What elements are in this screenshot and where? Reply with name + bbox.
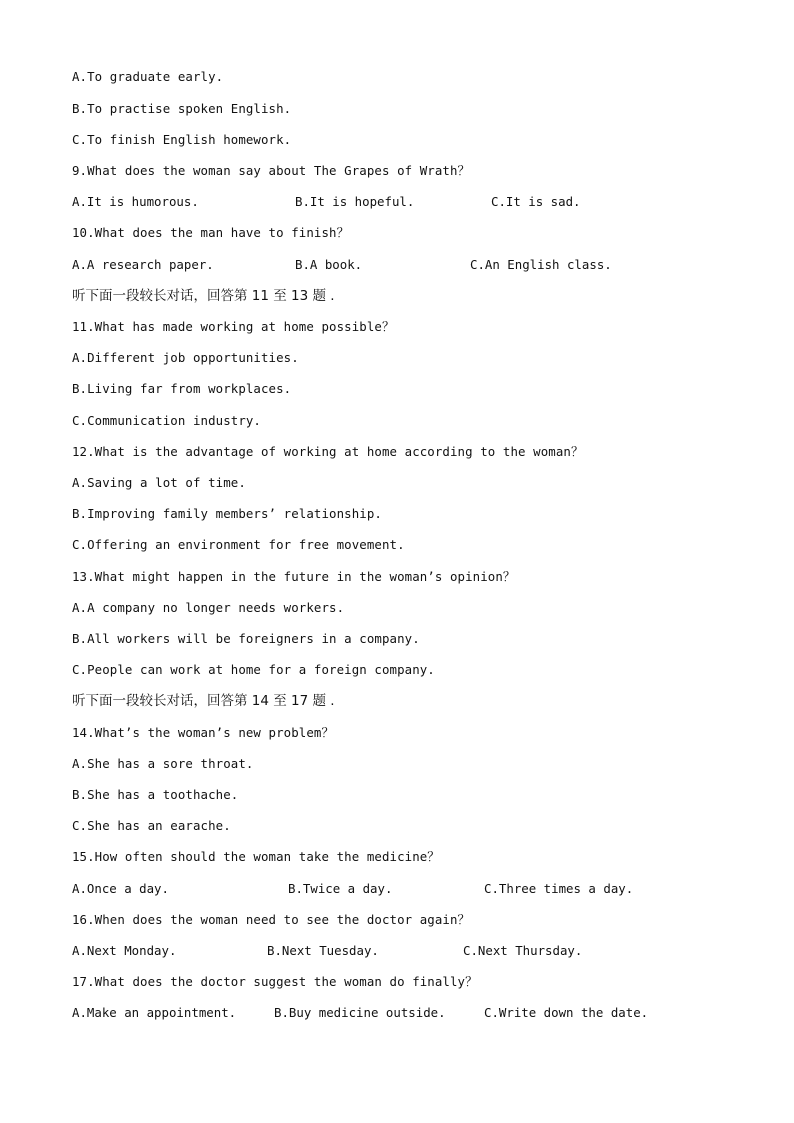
q12-option-b: B.Improving family members’ relationship. — [72, 506, 382, 521]
q15-option-c: C.Three times a day. — [484, 881, 634, 896]
q16-option-a: A.Next Monday. — [72, 943, 177, 958]
q8-option-c: C.To finish English homework. — [72, 132, 292, 147]
q17-option-c: C.Write down the date. — [484, 1005, 649, 1020]
q16-option-b: B.Next Tuesday. — [267, 943, 379, 958]
q11-option-a: A.Different job opportunities. — [72, 350, 299, 365]
section-heading-14-17: 听下面一段较长对话，回答第 14 至 17 题 . — [72, 693, 335, 709]
q10-question: 10.What does the man have to finish？ — [72, 225, 350, 240]
q14-option-b: B.She has a toothache. — [72, 787, 239, 802]
q12-question: 12.What is the advantage of working at home according to the woman？ — [72, 444, 584, 459]
q11-option-c: C.Communication industry. — [72, 413, 261, 428]
q10-option-a: A.A research paper. — [72, 257, 214, 272]
q15-option-a: A.Once a day. — [72, 881, 169, 896]
q17-option-a: A.Make an appointment. — [72, 1005, 237, 1020]
q8-option-a: A.To graduate early. — [72, 69, 224, 84]
q17-option-b: B.Buy medicine outside. — [274, 1005, 446, 1020]
section-heading-11-13: 听下面一段较长对话，回答第 11 至 13 题 . — [72, 288, 335, 304]
q9-question: 9.What does the woman say about The Grapes of Wrath？ — [72, 163, 471, 178]
q9-option-b: B.It is hopeful. — [295, 194, 415, 209]
q8-option-b: B.To practise spoken English. — [72, 101, 292, 116]
q10-option-c: C.An English class. — [470, 257, 612, 272]
q9-option-c: C.It is sad. — [491, 194, 581, 209]
q16-option-c: C.Next Thursday. — [463, 943, 583, 958]
q10-option-b: B.A book. — [295, 257, 363, 272]
q14-option-c: C.She has an earache. — [72, 818, 231, 833]
q11-question: 11.What has made working at home possible？ — [72, 319, 395, 334]
q15-option-b: B.Twice a day. — [288, 881, 393, 896]
q12-option-a: A.Saving a lot of time. — [72, 475, 246, 490]
q14-option-a: A.She has a sore throat. — [72, 756, 254, 771]
q14-question: 14.What’s the woman’s new problem？ — [72, 725, 334, 740]
q9-option-a: A.It is humorous. — [72, 194, 199, 209]
q12-option-c: C.Offering an environment for free movement. — [72, 537, 405, 552]
q13-option-a: A.A company no longer needs workers. — [72, 600, 345, 615]
q13-option-b: B.All workers will be foreigners in a company. — [72, 631, 420, 646]
q15-question: 15.How often should the woman take the medicine？ — [72, 849, 440, 864]
q17-question: 17.What does the doctor suggest the woman do finally？ — [72, 974, 478, 989]
q13-option-c: C.People can work at home for a foreign company. — [72, 662, 435, 677]
q16-question: 16.When does the woman need to see the doctor again？ — [72, 912, 471, 927]
q11-option-b: B.Living far from workplaces. — [72, 381, 292, 396]
q13-question: 13.What might happen in the future in the woman’s opinion？ — [72, 569, 516, 584]
